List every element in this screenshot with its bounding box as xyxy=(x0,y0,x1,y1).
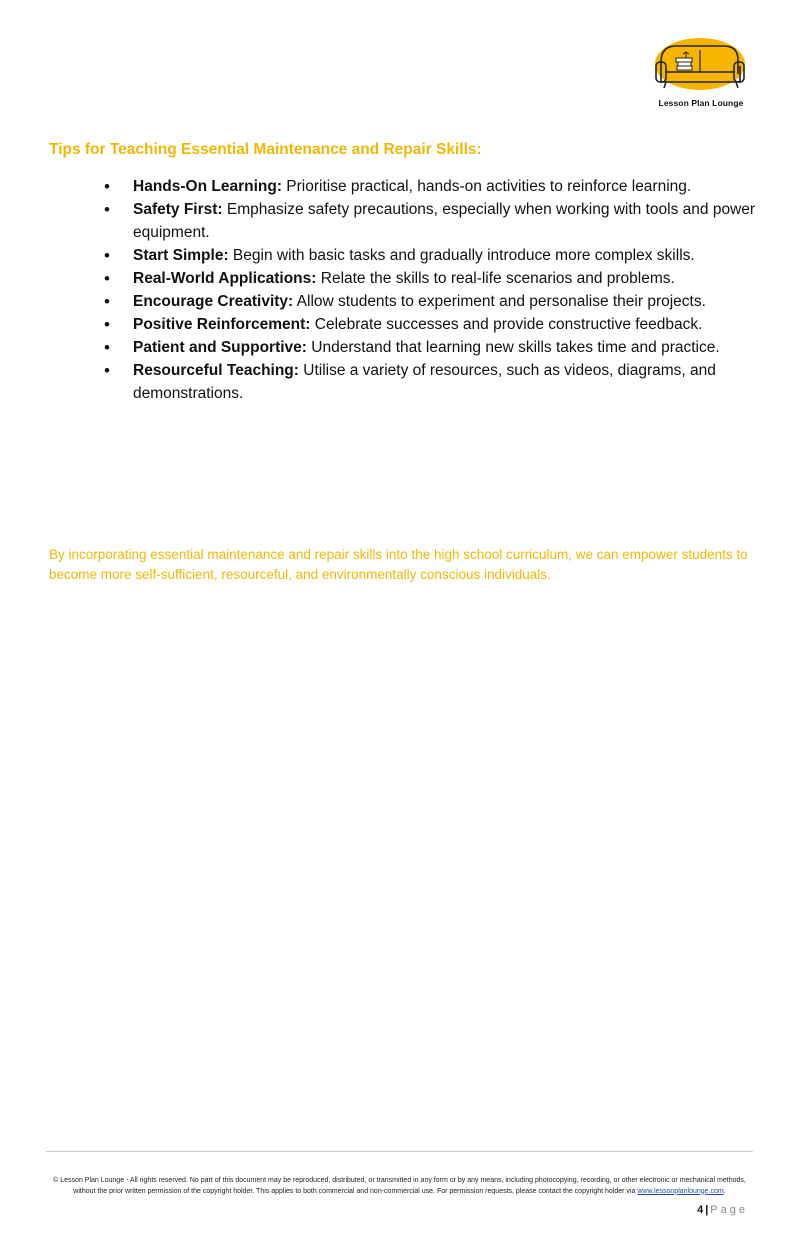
tip-text: Emphasize safety precautions, especially when working with tools and power equipment. xyxy=(133,201,756,241)
tip-start-simple xyxy=(104,244,764,267)
tip-title: Positive Reinforcement: xyxy=(133,316,311,333)
tip-title: Encourage Creativity: xyxy=(133,293,294,310)
tip-real-world-applications xyxy=(104,267,764,290)
tip-title: Real-World Applications: xyxy=(133,270,317,287)
tip-text: Understand that learning new skills takes time and practice. xyxy=(311,339,720,356)
page-number-value: 4 xyxy=(697,1204,704,1216)
page-word: Page xyxy=(710,1204,748,1216)
tips-list xyxy=(104,175,764,405)
tip-title: Safety First: xyxy=(133,201,223,218)
footer-copyright xyxy=(52,1176,747,1197)
tip-title: Patient and Supportive: xyxy=(133,339,307,356)
sofa-with-books-icon xyxy=(652,36,750,98)
closing-paragraph: By incorporating essential maintenance and repair skills into the high school curriculum, we can empower students to become more self-sufficient, resourceful, and environmentally conscious individuals. xyxy=(49,547,748,582)
page-number xyxy=(640,1204,748,1216)
tip-resourceful-teaching xyxy=(104,359,764,405)
tip-safety-first xyxy=(104,198,764,244)
tip-title: Resourceful Teaching: xyxy=(133,362,299,379)
page-separator: | xyxy=(705,1204,709,1216)
tip-text: Utilise a variety of resources, such as videos, diagrams, and demonstrations. xyxy=(133,362,716,402)
copyright-text: © Lesson Plan Lounge - All rights reserved. No part of this document may be reproduced, distributed, or transmitted in any form or by any means, including photocopying, recording, or other electronic or mechanical methods, without the prior written permission of the copyright holder. This applies to both commercial and non-commercial use. For permission requests, please contact the copyright holder via xyxy=(53,1177,746,1195)
tip-text: Relate the skills to real-life scenarios and problems. xyxy=(320,270,675,287)
tip-patient-and-supportive xyxy=(104,336,764,359)
tip-text: Prioritise practical, hands-on activities to reinforce learning. xyxy=(286,178,692,195)
footer-divider xyxy=(46,1151,753,1152)
lesson-plan-lounge-logo xyxy=(652,36,750,112)
tip-title: Hands-On Learning: xyxy=(133,178,282,195)
website-link[interactable]: www.lessonplanlounge.com xyxy=(637,1187,724,1195)
link-suffix: . xyxy=(723,1187,726,1195)
tip-encourage-creativity xyxy=(104,290,764,313)
tip-positive-reinforcement xyxy=(104,313,764,336)
tip-text: Allow students to experiment and personalise their projects. xyxy=(296,293,706,310)
logo-wordmark: Lesson Plan Lounge xyxy=(658,98,744,108)
section-heading: Tips for Teaching Essential Maintenance and Repair Skills: xyxy=(49,141,482,158)
tip-title: Start Simple: xyxy=(133,247,229,264)
tip-text: Celebrate successes and provide constructive feedback. xyxy=(314,316,703,333)
tip-hands-on-learning xyxy=(104,175,764,198)
tip-text: Begin with basic tasks and gradually introduce more complex skills. xyxy=(232,247,695,264)
